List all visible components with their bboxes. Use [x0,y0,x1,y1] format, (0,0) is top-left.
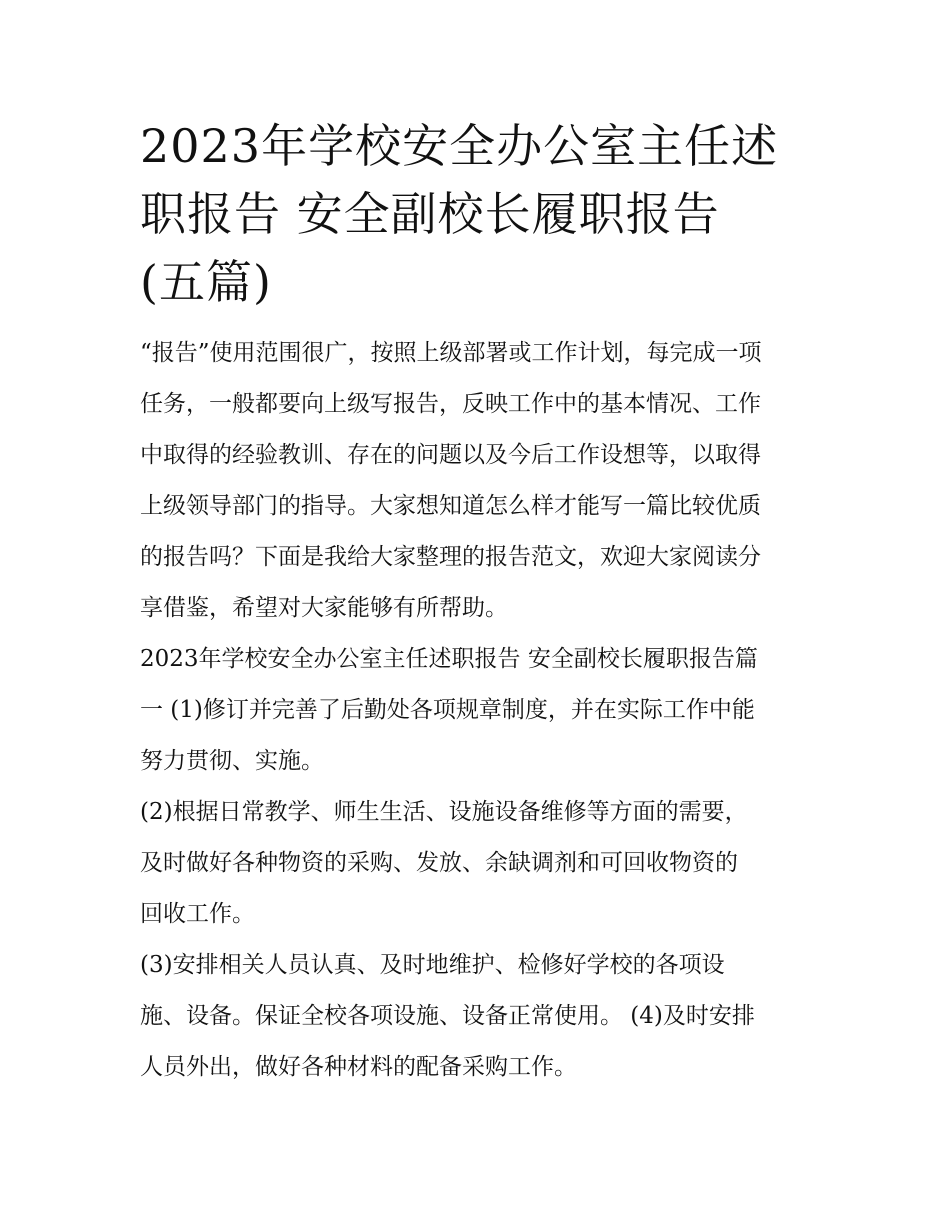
document-body [140,328,820,1093]
document-page [140,112,820,1093]
body-line: 人员外出，做好各种材料的配备采购工作。 [140,1054,577,1080]
body-line: 回收工作。 [140,901,255,927]
body-line: (3)安排相关人员认真、及时地维护、检修好学校的各项设 [140,952,725,978]
body-line: 享借鉴，希望对大家能够有所帮助。 [140,595,508,621]
title-line: (五篇) [140,255,272,309]
body-line: 的报告吗？下面是我给大家整理的报告范文，欢迎大家阅读分 [140,544,761,570]
body-line: 施、设备。保证全校各项设施、设备正常使用。 (4)及时安排 [140,1003,755,1029]
title-line: 2023年学校安全办公室主任述 [140,119,779,173]
body-line: (2)根据日常教学、师生生活、设施设备维修等方面的需要， [140,799,748,825]
body-line: 任务，一般都要向上级写报告，反映工作中的基本情况、工作 [140,391,761,417]
title-line: 职报告 安全副校长履职报告 [140,187,720,241]
body-line: 努力贯彻、实施。 [140,748,324,774]
body-line: 上级领导部门的指导。大家想知道怎么样才能写一篇比较优质 [140,493,761,519]
body-line: 一 (1)修订并完善了后勤处各项规章制度，并在实际工作中能 [140,697,755,723]
document-title [140,112,820,316]
body-line: “报告”使用范围很广，按照上级部署或工作计划，每完成一项 [140,340,762,366]
body-line: 2023年学校安全办公室主任述职报告 安全副校长履职报告篇 [140,646,758,672]
body-line: 中取得的经验教训、存在的问题以及今后工作设想等，以取得 [140,442,761,468]
body-line: 及时做好各种物资的采购、发放、余缺调剂和可回收物资的 [140,850,738,876]
